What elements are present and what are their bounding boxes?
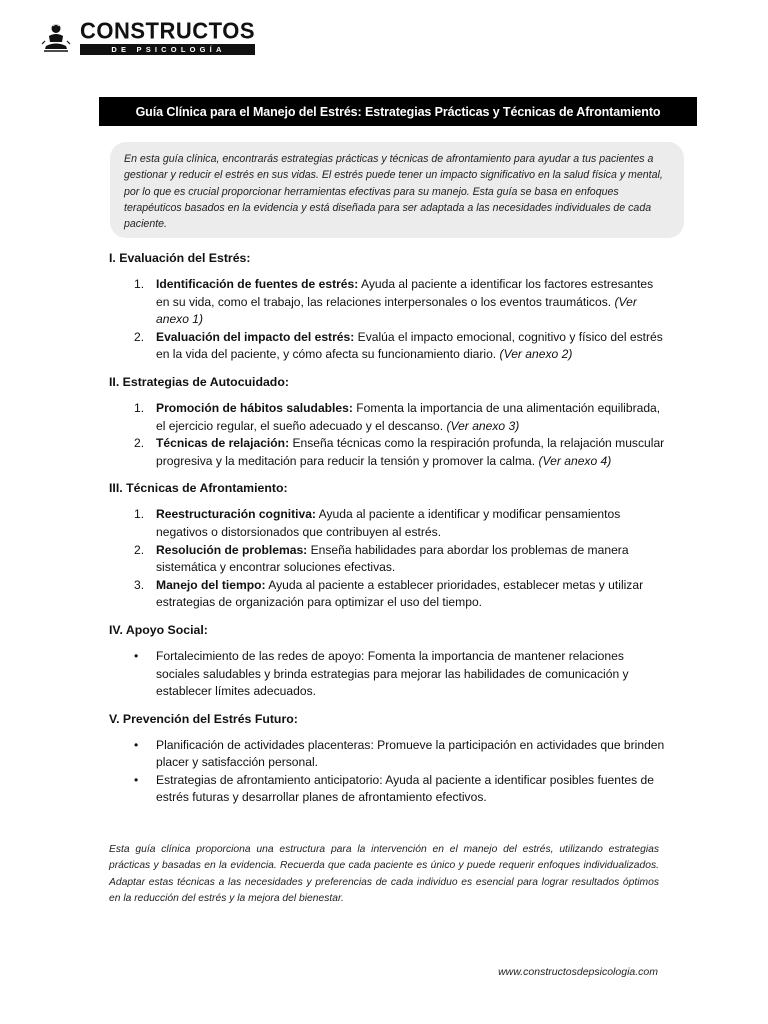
list-item [109,435,669,470]
list-item-text: Ayuda al paciente a identificar y modificar pensamientos negativos o distorsionados que contribuyen al estrés. [156,507,621,539]
section-heading: IV. Apoyo Social: [109,622,208,637]
annex-reference: (Ver anexo 4) [535,453,612,468]
list-item-title: Promoción de hábitos saludables: [156,400,353,415]
section-list [109,737,669,807]
logo-title: CONSTRUCTOS [80,17,255,44]
annex-reference: (Ver anexo 1) [156,294,637,327]
list-item [109,648,669,701]
section-heading: I. Evaluación del Estrés: [109,251,251,265]
list-item [109,506,669,541]
section-heading: II. Estrategias de Autocuidado: [109,374,289,389]
list-item-title: Identificación de fuentes de estrés: [156,277,359,291]
section-list [109,648,669,701]
list-item-text: Fortalecimiento de las redes de apoyo: Fomenta la importancia de mantener relaciones sociales saludables y brinda estrategias para mejorar las habilidades de comunicación y establecer límites adecuados. [156,648,629,699]
intro-box: En esta guía clínica, encontrarás estrategias prácticas y técnicas de afrontamiento para ayudar a tus pacientes a gestionar y reducir el estrés en sus vidas. El estrés puede tener un impacto significativo en la salud física y mental, por lo que es crucial proporcionar herramientas efectivas para su manejo. Esta guía se basa en enfoques terapéuticos basados en la evidencia y está diseñada para ser adaptada a las necesidades individuales de cada paciente. [110,142,684,238]
list-item-marker: • [134,737,139,752]
list-item-title: Manejo del tiempo: [156,577,266,592]
list-item-text: Estrategias de afrontamiento anticipatorio: Ayuda al paciente a identificar posibles fuentes de estrés futuras y desarrollar planes de afrontamiento efectivos. [156,772,654,805]
list-item-marker: 2. [134,329,145,344]
list-item [109,276,669,329]
logo-subtitle: DE PSICOLOGÍA [80,44,255,55]
section-heading: V. Prevención del Estrés Futuro: [109,711,298,726]
guide-content [109,250,669,817]
list-item-marker: 1. [134,507,145,522]
list-item-text: Evalúa el impacto emocional, cognitivo y físico del estrés en la vida del paciente, y cómo afecta su funcionamiento diario. [156,329,663,362]
list-item [109,577,669,612]
list-item-text: Planificación de actividades placenteras: Promueve la participación en actividades que brinden placer y satisfacción personal. [156,737,665,770]
list-item-marker: • [134,648,139,663]
list-item-text: Fomenta la importancia de una alimentación equilibrada, el ejercicio regular, el sueño adecuado y el descanso. [156,400,661,433]
list-item [109,542,669,577]
list-item-text: Enseña técnicas como la respiración profunda, la relajación muscular progresiva y la meditación para reducir la tensión y promover la calma. [156,436,665,468]
list-item-title: Técnicas de relajación: [156,436,290,451]
list-item-marker: 2. [134,436,145,451]
list-item-text: Enseña habilidades para abordar los problemas de manera sistemática y encontrar soluciones efectivas. [156,542,629,575]
section-heading: III. Técnicas de Afrontamiento: [109,481,288,496]
list-item-marker: 1. [134,400,145,415]
list-item-title: Evaluación del impacto del estrés: [156,329,355,344]
document-title: Guía Clínica para el Manejo del Estrés: Estrategias Prácticas y Técnicas de Afrontamiento [99,97,697,126]
list-item-marker: 1. [134,277,145,291]
list-item [109,737,669,772]
annex-reference: (Ver anexo 3) [443,418,520,433]
footer-website-url: www.constructosdepsicologia.com [498,966,658,978]
list-item [109,772,669,807]
list-item-marker: 2. [134,542,145,557]
section-list [109,276,669,364]
section-list [109,400,669,470]
list-item-title: Reestructuración cognitiva: [156,507,316,522]
list-item [109,329,669,364]
brand-logo [40,17,255,55]
section-list [109,506,669,612]
closing-paragraph: Esta guía clínica proporciona una estructura para la intervención en el manejo del estrés, utilizando estrategias prácticas y basadas en la evidencia. Recuerda que cada paciente es único y puede requerir enfoques individualizados. Adaptar estas técnicas a las necesidades y preferencias de cada individuo es esencial para lograr resultados óptimos en la reducción del estrés y la mejora del bienestar. [109,844,659,904]
annex-reference: (Ver anexo 2) [496,347,573,362]
list-item-text: Ayuda al paciente a establecer prioridades, establecer metas y utilizar estrategias de organización para optimizar el uso del tiempo. [156,577,644,610]
list-item [109,400,669,435]
list-item-title: Resolución de problemas: [156,542,308,557]
list-item-text: Ayuda al paciente a identificar los factores estresantes en su vida, como el trabajo, las relaciones interpersonales o los eventos traumáticos. [156,277,654,309]
list-item-marker: • [134,772,139,787]
list-item-marker: 3. [134,577,145,592]
thinker-brain-icon [40,22,72,54]
